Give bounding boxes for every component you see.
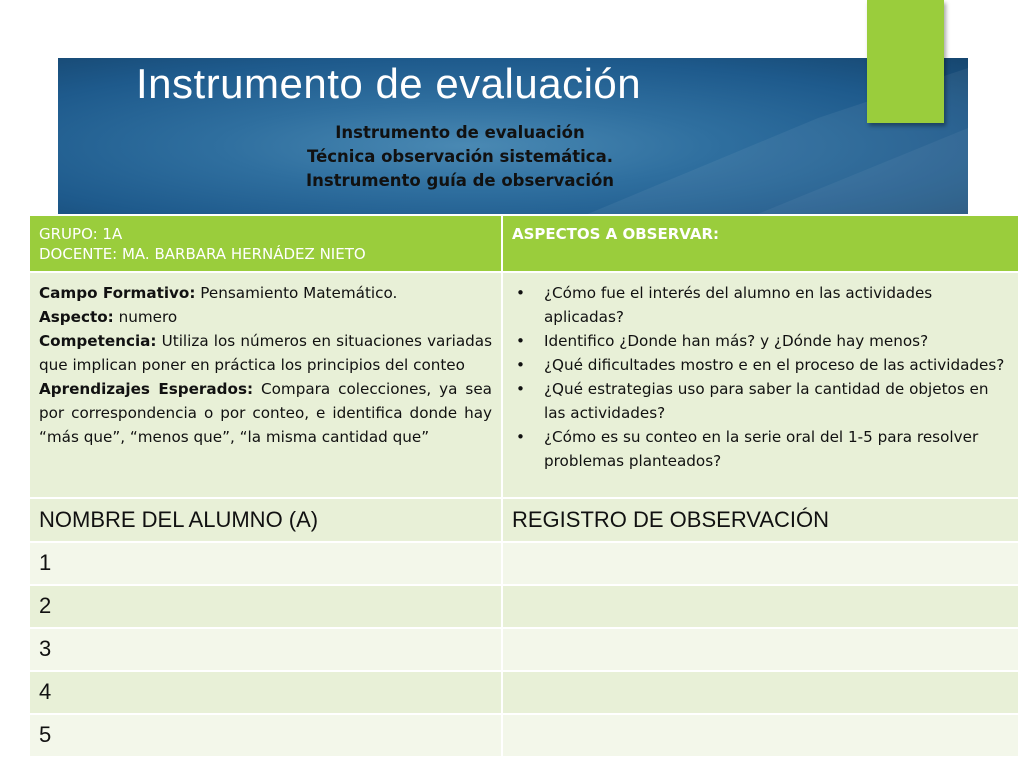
observation-record-cell: [502, 542, 1019, 585]
aspecto-label: Aspecto:: [39, 308, 114, 326]
aspecto: [39, 305, 492, 329]
curriculum-info-cell: [29, 272, 502, 498]
student-number: 1: [29, 542, 502, 585]
table-header-row: [29, 215, 1019, 272]
page-title: Instrumento de evaluación: [136, 60, 642, 107]
aspects-cell: [502, 272, 1019, 498]
observation-record-cell: [502, 585, 1019, 628]
campo-formativo: [39, 281, 492, 305]
aspecto-value: numero: [113, 308, 178, 326]
aprendizajes-value: Compara colecciones, ya sea por correspondencia o por conteo, e identifica donde hay “más que”, “menos que”, “la misma cantidad que”: [39, 380, 492, 446]
aspects-header-cell: ASPECTOS A OBSERVAR:: [502, 215, 1019, 272]
list-item: • ¿Qué dificultades mostro e en el proceso de las actividades?: [512, 353, 1009, 377]
aprendizajes-label: Aprendizajes Esperados:: [39, 380, 254, 398]
subtitle-line: Instrumento guía de observación: [305, 171, 615, 190]
aspects-list: [512, 281, 1009, 473]
group-teacher-cell: [29, 215, 502, 272]
observation-record-header: REGISTRO DE OBSERVACIÓN: [502, 498, 1019, 542]
table-row: [29, 628, 1019, 671]
group-label: GRUPO: 1A: [39, 225, 123, 243]
campo-label: Campo Formativo:: [39, 284, 196, 302]
observation-record-cell: [502, 628, 1019, 671]
observation-record-cell: [502, 671, 1019, 714]
subtitle-line: Técnica observación sistemática.: [307, 147, 613, 166]
competencia-label: Competencia:: [39, 332, 157, 350]
competencia: [39, 329, 492, 377]
aprendizajes-esperados: [39, 377, 492, 449]
table-row: [29, 714, 1019, 757]
student-number: 2: [29, 585, 502, 628]
evaluation-table: [28, 214, 1020, 758]
column-titles-row: [29, 498, 1019, 542]
list-item: • ¿Cómo es su conteo en la serie oral del 1-5 para resolver problemas planteados?: [512, 425, 1009, 473]
observation-record-cell: [502, 714, 1019, 757]
list-item: • Identifico ¿Donde han más? y ¿Dónde hay menos?: [512, 329, 1009, 353]
student-number: 4: [29, 671, 502, 714]
list-item: • ¿Cómo fue el interés del alumno en las actividades aplicadas?: [512, 281, 1009, 329]
subtitle-block: [250, 121, 670, 193]
student-name-header: NOMBRE DEL ALUMNO (A): [29, 498, 502, 542]
table-row: [29, 671, 1019, 714]
info-row: [29, 272, 1019, 498]
teacher-label: DOCENTE: MA. BARBARA HERNÁDEZ NIETO: [39, 245, 366, 263]
student-number: 5: [29, 714, 502, 757]
table-row: [29, 542, 1019, 585]
green-accent-tab: [867, 0, 944, 123]
competencia-value: Utiliza los números en situaciones variadas que implican poner en práctica los principios del conteo: [39, 332, 492, 374]
subtitle-line: Instrumento de evaluación: [335, 123, 585, 142]
list-item: • ¿Qué estrategias uso para saber la cantidad de objetos en las actividades?: [512, 377, 1009, 425]
table-row: [29, 585, 1019, 628]
campo-value: Pensamiento Matemático.: [195, 284, 398, 302]
student-number: 3: [29, 628, 502, 671]
